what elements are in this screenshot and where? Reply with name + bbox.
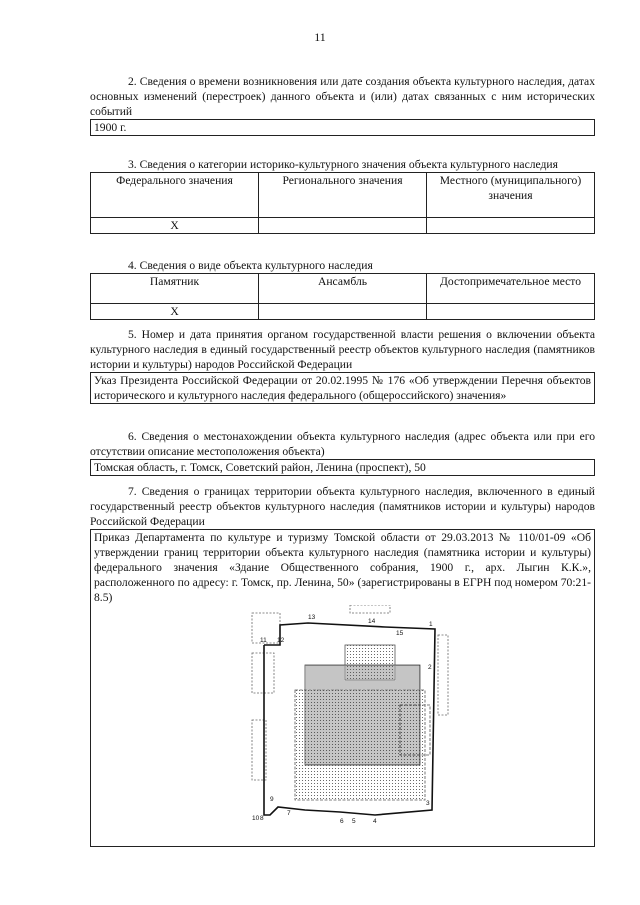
section-6-value: Томская область, г. Томск, Советский район, Ленина (проспект), 50: [90, 459, 595, 476]
point-label: 7: [287, 810, 291, 817]
section-7-value: Приказ Департамента по культуре и туризму Томской области от 29.03.2013 № 110/01-09 «Об утверждении границ территории объекта культурного наследия (памятника истории и культуры) федерального значения «Здание Общественного собрания, 1900 г., арх. Лыгин К.К.», расположенного по адресу: г. Томск, пр. Ленина, 50» (зарегистрированы в ЕГРН под номером 70:21-8.5): [94, 531, 591, 604]
table-header-cell: Местного (муниципального) значения: [427, 173, 595, 218]
section-5-text: 5. Номер и дата принятия органом государственной власти решения о включении объекта культурного наследия в единый государственный реестр объектов культурного наследия (памятников истории и культуры) народов Российской Федерации: [90, 328, 595, 371]
point-label: 1: [429, 621, 433, 628]
table-cell: [427, 218, 595, 234]
section-5-value: Указ Президента Российской Федерации от 20.02.1995 № 176 «Об утверждении Перечня объектов исторического и культурного наследия федерального (общероссийского) значения»: [90, 372, 595, 404]
point-label: 8: [260, 815, 264, 822]
territory-boundary-plan: [250, 605, 450, 835]
table-cell: X: [91, 218, 259, 234]
table-cell: X: [91, 304, 259, 320]
section-6: [90, 429, 595, 476]
point-label: 4: [373, 818, 377, 825]
section-2-value: 1900 г.: [90, 119, 595, 136]
section-3: [90, 157, 595, 234]
section-5: [90, 327, 595, 404]
section-3-text: 3. Сведения о категории историко-культурного значения объекта культурного наследия: [128, 158, 558, 171]
point-label: 15: [396, 630, 404, 637]
table-row: [91, 304, 595, 320]
table-header-cell: Федерального значения: [91, 173, 259, 218]
point-label: 10: [252, 815, 260, 822]
point-label: 9: [270, 796, 274, 803]
point-label: 2: [428, 664, 432, 671]
table-header-cell: Памятник: [91, 274, 259, 304]
section-2-text: 2. Сведения о времени возникновения или дате создания объекта культурного наследия, датах основных изменений (перестроек) данного объекта и (или) датах связанных с ним исторических событий: [90, 75, 595, 118]
section-7-text: 7. Сведения о границах территории объекта культурного наследия, включенного в единый государственный реестр объектов культурного наследия (памятников истории и культуры) народов Российской Федерации: [90, 485, 595, 528]
point-label: 5: [352, 818, 356, 825]
table-header-cell: Достопримечательное место: [427, 274, 595, 304]
point-label: 3: [426, 800, 430, 807]
table-cell: [259, 304, 427, 320]
page-number: 11: [314, 30, 326, 44]
section-6-text: 6. Сведения о местонахождении объекта культурного наследия (адрес объекта или при его отсутствии описание местоположения объекта): [90, 430, 595, 458]
category-table: [90, 172, 595, 234]
point-label: 13: [308, 614, 316, 621]
section-4: [90, 258, 595, 320]
building-footprint: [295, 645, 430, 800]
point-label: 11: [260, 637, 267, 644]
table-cell: [259, 218, 427, 234]
table-header-cell: Регионального значения: [259, 173, 427, 218]
section-2: [90, 74, 595, 136]
point-label: 14: [368, 618, 376, 625]
table-cell: [427, 304, 595, 320]
type-table: [90, 273, 595, 320]
section-4-text: 4. Сведения о виде объекта культурного наследия: [128, 259, 373, 272]
point-label: 6: [340, 818, 344, 825]
table-row: [91, 274, 595, 304]
table-header-cell: Ансамбль: [259, 274, 427, 304]
table-row: [91, 173, 595, 218]
table-row: [91, 218, 595, 234]
point-label: 12: [277, 637, 285, 644]
